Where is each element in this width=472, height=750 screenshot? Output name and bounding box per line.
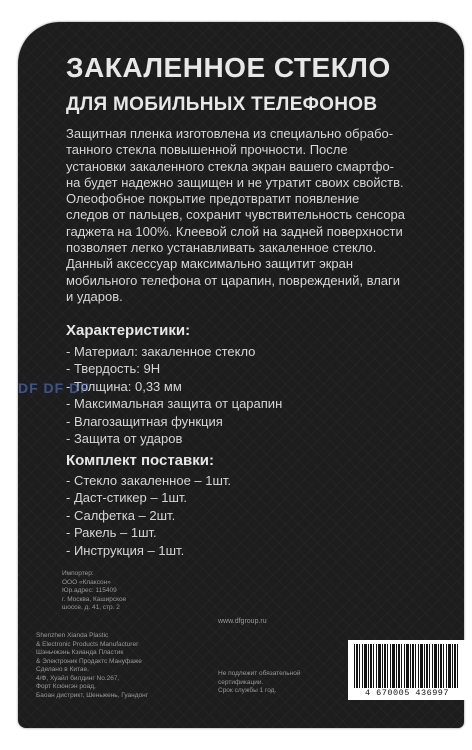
title-line-1: ЗАКАЛЕННОЕ СТЕКЛО — [66, 52, 391, 83]
kit-heading: Комплект поставки: — [66, 452, 214, 469]
kit-list — [66, 472, 231, 559]
description-line: на будет надежно защищен и не утратит своих свойств. — [66, 174, 404, 190]
packaging-back — [18, 22, 464, 728]
title-line-2: ДЛЯ МОБИЛЬНЫХ ТЕЛЕФОНОВ — [66, 94, 378, 115]
importer-line: г. Москва, Каширское — [62, 595, 127, 603]
manufacturer-line: & Electronic Products Manufacturer — [36, 640, 139, 648]
manufacturer-line: Shenzhen Xianda Plastic — [36, 632, 109, 639]
list-item: - Стекло закаленное – 1шт. — [66, 473, 232, 488]
manufacturer-line: Баоан дистрикт, Шеньжень, Гуандонг — [36, 691, 149, 699]
importer-line: шоссе, д. 41, стр. 2 — [62, 604, 120, 611]
importer-line: ООО «Клаксон» — [62, 578, 111, 586]
importer-line: Юр.адрес: 115409 — [62, 587, 117, 594]
description-line: мобильного телефона от царапин, повреждений, влаги — [66, 272, 401, 288]
list-item: - Толщина: 0,33 мм — [66, 378, 182, 394]
list-item: - Ракель – 1шт. — [66, 525, 157, 541]
specs-heading: Характеристики: — [66, 322, 191, 339]
list-item: - Влагозащитная функция — [66, 413, 223, 429]
watermark: DF DF DF — [18, 380, 90, 396]
description-line: Данный аксессуар максимально защитит экран — [66, 256, 354, 272]
description-line: гаджета на 100%. Клеевой слой на задней поверхности — [66, 223, 403, 239]
certification-line: Не подлежит обязательной — [218, 670, 301, 677]
list-item: - Защита от ударов — [66, 431, 183, 447]
certification-line: Срок службы 1 год. — [218, 687, 277, 694]
manufacturer-line: & Электроник Продактс Мануфаже — [36, 657, 142, 665]
description-line: Олеофобное покрытие предотвратит появление — [66, 191, 360, 207]
description-line: установки закаленного стекла экран вашего смартфо- — [66, 158, 395, 174]
barcode-number: 4 670005 436997 — [364, 688, 449, 698]
manufacturer-info — [36, 632, 148, 700]
list-item: - Даст-стикер – 1шт. — [66, 490, 188, 506]
description-line: Защитная пленка изготовлена из специально обрабо- — [66, 126, 394, 141]
website: www.dfgroup.ru — [218, 618, 267, 625]
manufacturer-line: Шэньчжэнь Кзианда Пластик — [36, 649, 124, 656]
list-item: - Салфетка – 2шт. — [66, 507, 176, 523]
specs-list — [66, 343, 282, 447]
importer-line: Импортер: — [62, 570, 94, 577]
description-line: следов от пальцев, сохранит чувствительность сенсора — [66, 207, 405, 223]
description-line: и ударов. — [66, 288, 123, 304]
list-item: - Инструкция – 1шт. — [66, 542, 185, 558]
manufacturer-line: 4/Ф, Хуайл билдинг No.267, — [36, 674, 120, 682]
importer-info — [62, 570, 126, 613]
manufacturer-line: Форт Ксюнгэн роад, — [36, 683, 96, 690]
certification-line: сертификации. — [218, 678, 264, 686]
product-description — [66, 126, 408, 305]
certification-info — [218, 670, 300, 696]
barcode-bars — [354, 644, 460, 688]
list-item: - Твердость: 9H — [66, 361, 161, 377]
list-item: - Максимальная защита от царапин — [66, 396, 283, 412]
list-item: - Материал: закаленное стекло — [66, 344, 256, 359]
barcode — [348, 640, 466, 700]
manufacturer-line: Сделано в Китае. — [36, 666, 89, 673]
description-line: танного стекла повышенной прочности. После — [66, 142, 348, 158]
description-line: позволяет легко устанавливать закаленное стекло. — [66, 240, 377, 256]
